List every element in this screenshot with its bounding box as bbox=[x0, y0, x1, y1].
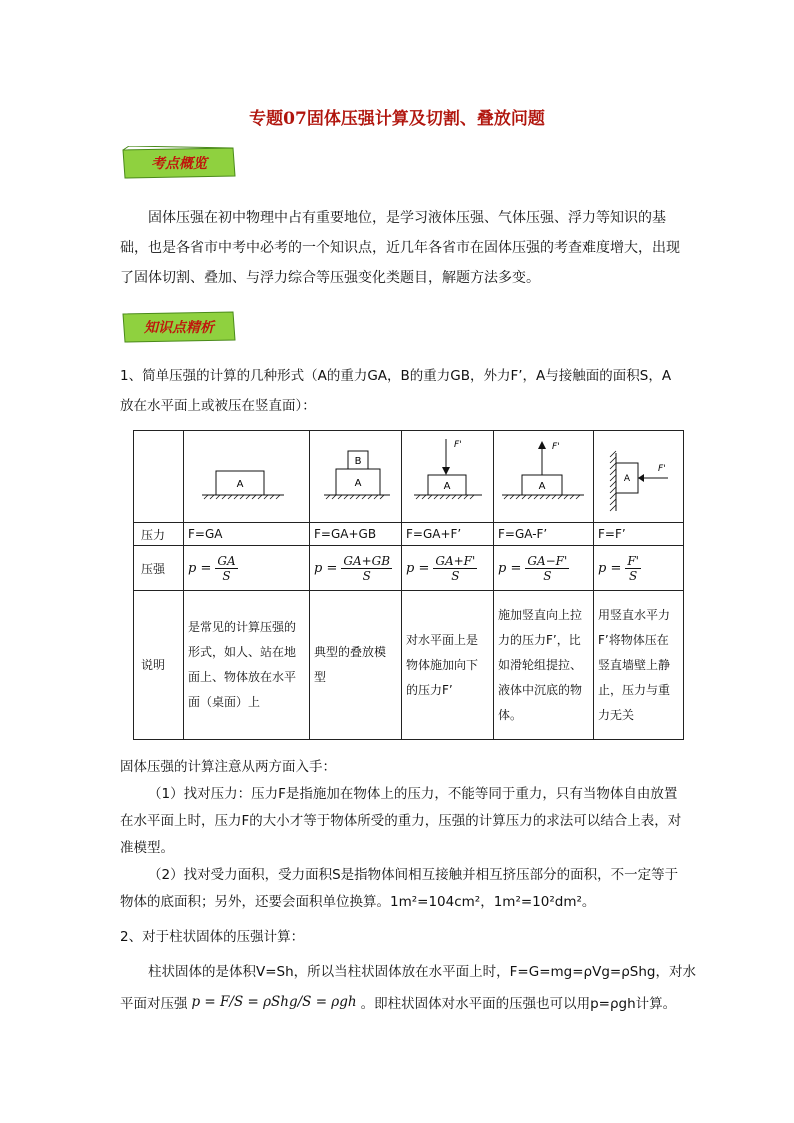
notes-heading: 固体压强的计算注意从两方面入手： bbox=[120, 759, 336, 775]
pressure-formula: p = $\frac{GA-F'}{S}$ bbox=[498, 553, 568, 583]
section1-line2: 放在水平面上或被压在竖直面）： bbox=[120, 398, 316, 414]
explain-row bbox=[134, 591, 684, 740]
explain-cell: 用竖直水平力F’将物体压在竖直墙壁上静止，压力与重力无关 bbox=[594, 591, 684, 740]
svg-text:A: A bbox=[538, 481, 546, 492]
section-banner-overview bbox=[121, 146, 237, 180]
pressure-table bbox=[133, 430, 684, 740]
corner-cell bbox=[134, 431, 184, 523]
row-label-force: 压力 bbox=[134, 523, 184, 546]
force-cell: F=F’ bbox=[594, 523, 684, 546]
svg-text:B: B bbox=[354, 456, 362, 467]
section1-line1: 1、简单压强的计算的几种形式（A的重力GA，B的重力GB，外力F’，A与接触面的面积S，A bbox=[120, 368, 672, 384]
pressure-formula: p = $\frac{GA+GB}{S}$ bbox=[314, 553, 391, 583]
banner-overview-text: 考点概览 bbox=[151, 156, 207, 172]
notes-block bbox=[120, 754, 685, 916]
row-label-explain: 说明 bbox=[134, 591, 184, 740]
fig-push-down bbox=[402, 431, 494, 523]
pressure-formula: p = $\frac{GA+F'}{S}$ bbox=[406, 553, 476, 583]
svg-text:F': F' bbox=[658, 464, 666, 474]
notes-item-2: （2）找对受力面积，受力面积S是指物体间相互接触并相互挤压部分的面积，不一定等于物体的底面积；另外，还要会面积单位换算。1m²=104cm²，1m²=10²dm²。 bbox=[120, 867, 679, 910]
fig-pull-up bbox=[494, 431, 594, 523]
section2-line1: 柱状固体的是体积V=Sh，所以当柱状固体放在水平面上时，F=G=mg=ρVg=ρShg，对水 bbox=[148, 964, 697, 980]
force-cell: F=GA+F’ bbox=[402, 523, 494, 546]
svg-text:A: A bbox=[443, 481, 451, 492]
figure-row bbox=[134, 431, 684, 523]
pressure-formula: p = $\frac{GA}{S}$ bbox=[188, 553, 236, 583]
fig-wall-press bbox=[594, 431, 684, 523]
intro-paragraph: 固体压强在初中物理中占有重要地位，是学习液体压强、气体压强、浮力等知识的基础，也是各省市中考中必考的一个知识点，近几年各省市在固体压强的考查难度增大，出现了固体切割、叠加、与浮力综合等压强变化类题目，解题方法多变。 bbox=[120, 210, 680, 286]
cylinder-formula: p = F/S = ρShg/S = ρgh bbox=[191, 994, 357, 1010]
explain-cell: 典型的叠放模型 bbox=[310, 591, 402, 740]
force-cell: F=GA bbox=[184, 523, 310, 546]
section2-line2: 平面对压强 p = F/S = ρShg/S = ρgh 。即柱状固体对水平面的压强也可以用p=ρgh计算。 bbox=[120, 994, 677, 1012]
fig-a-on-ground bbox=[184, 431, 310, 523]
section2-heading: 2、对于柱状固体的压强计算： bbox=[120, 929, 305, 945]
force-row bbox=[134, 523, 684, 546]
row-label-pressure: 压强 bbox=[134, 546, 184, 591]
svg-text:A: A bbox=[236, 479, 244, 490]
svg-text:F': F' bbox=[552, 442, 560, 452]
notes-item-1: （1）找对压力：压力F是指施加在物体上的压力，不能等同于重力，只有当物体自由放置在水平面上时，压力F的大小才等于物体所受的重力，压强的计算压力的求法可以结合上表，对准模型。 bbox=[120, 786, 682, 856]
explain-cell: 对水平面上是物体施加向下的压力F’ bbox=[402, 591, 494, 740]
pressure-row bbox=[134, 546, 684, 591]
force-cell: F=GA-F’ bbox=[494, 523, 594, 546]
svg-text:A: A bbox=[623, 474, 631, 484]
svg-text:A: A bbox=[354, 478, 362, 489]
explain-cell: 施加竖直向上拉力的压力F’，比如滑轮组提拉、液体中沉底的物体。 bbox=[494, 591, 594, 740]
fig-stacked bbox=[310, 431, 402, 523]
explain-cell: 是常见的计算压强的形式，如人、站在地面上、物体放在水平面（桌面）上 bbox=[184, 591, 310, 740]
banner-knowledge-text: 知识点精析 bbox=[144, 320, 214, 336]
section-banner-knowledge bbox=[121, 310, 237, 344]
pressure-formula: p = $\frac{F'}{S}$ bbox=[598, 553, 639, 583]
svg-text:F': F' bbox=[454, 440, 462, 450]
force-cell: F=GA+GB bbox=[310, 523, 402, 546]
page-title: 专题07固体压强计算及切割、叠放问题 bbox=[249, 109, 545, 129]
